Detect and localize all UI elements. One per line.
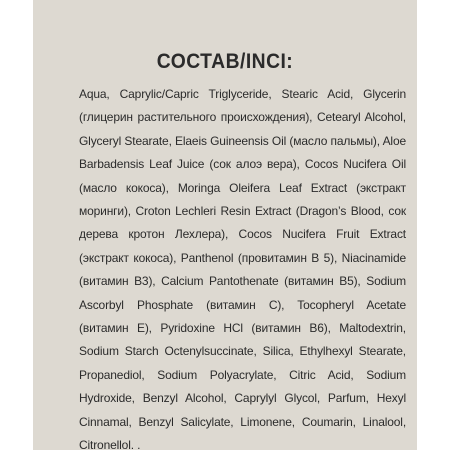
- ingredients-text: Aqua, Caprylic/Capric Triglyceride, Stearic Acid, Glycerin (глицерин растительного происхождения), Cetearyl Alcohol, Glyceryl Stearate, Elaeis Guineensis Oil (масло пальмы), Aloe Barbadensis Leaf Juice (сок алоэ вера), Cocos Nucifera Oil (масло кокоса), Moringa Oleifera Leaf Extract (экстракт моринги), Croton Lechleri Resin Extract (Dragon’s Blood, сок дерева кротон Лехлера), Cocos Nucifera Fruit Extract (экстракт кокоса), Panthenol (провитамин В 5), Niacinamide (витамин В3), Calcium Pantothenate (витамин В5), Sodium Ascorbyl Phosphate (витамин С), Tocopheryl Acetate (витамин Е), Pyridoxine HCl (витамин В6), Maltodextrin, Sodium Starch Octenylsuccinate, Silica, Ethylhexyl Stearate, Propanediol, Sodium Polyacrylate, Citric Acid, Sodium Hydroxide, Benzyl Alcohol, Caprylyl Glycol, Parfum, Hexyl Cinnamal, Benzyl Salicylate, Limonene, Coumarin, Linalool, Citronellol. .: [79, 87, 406, 453]
- composition-title: СОСТАВ/INCI:: [156, 50, 294, 73]
- composition-panel: [33, 0, 417, 453]
